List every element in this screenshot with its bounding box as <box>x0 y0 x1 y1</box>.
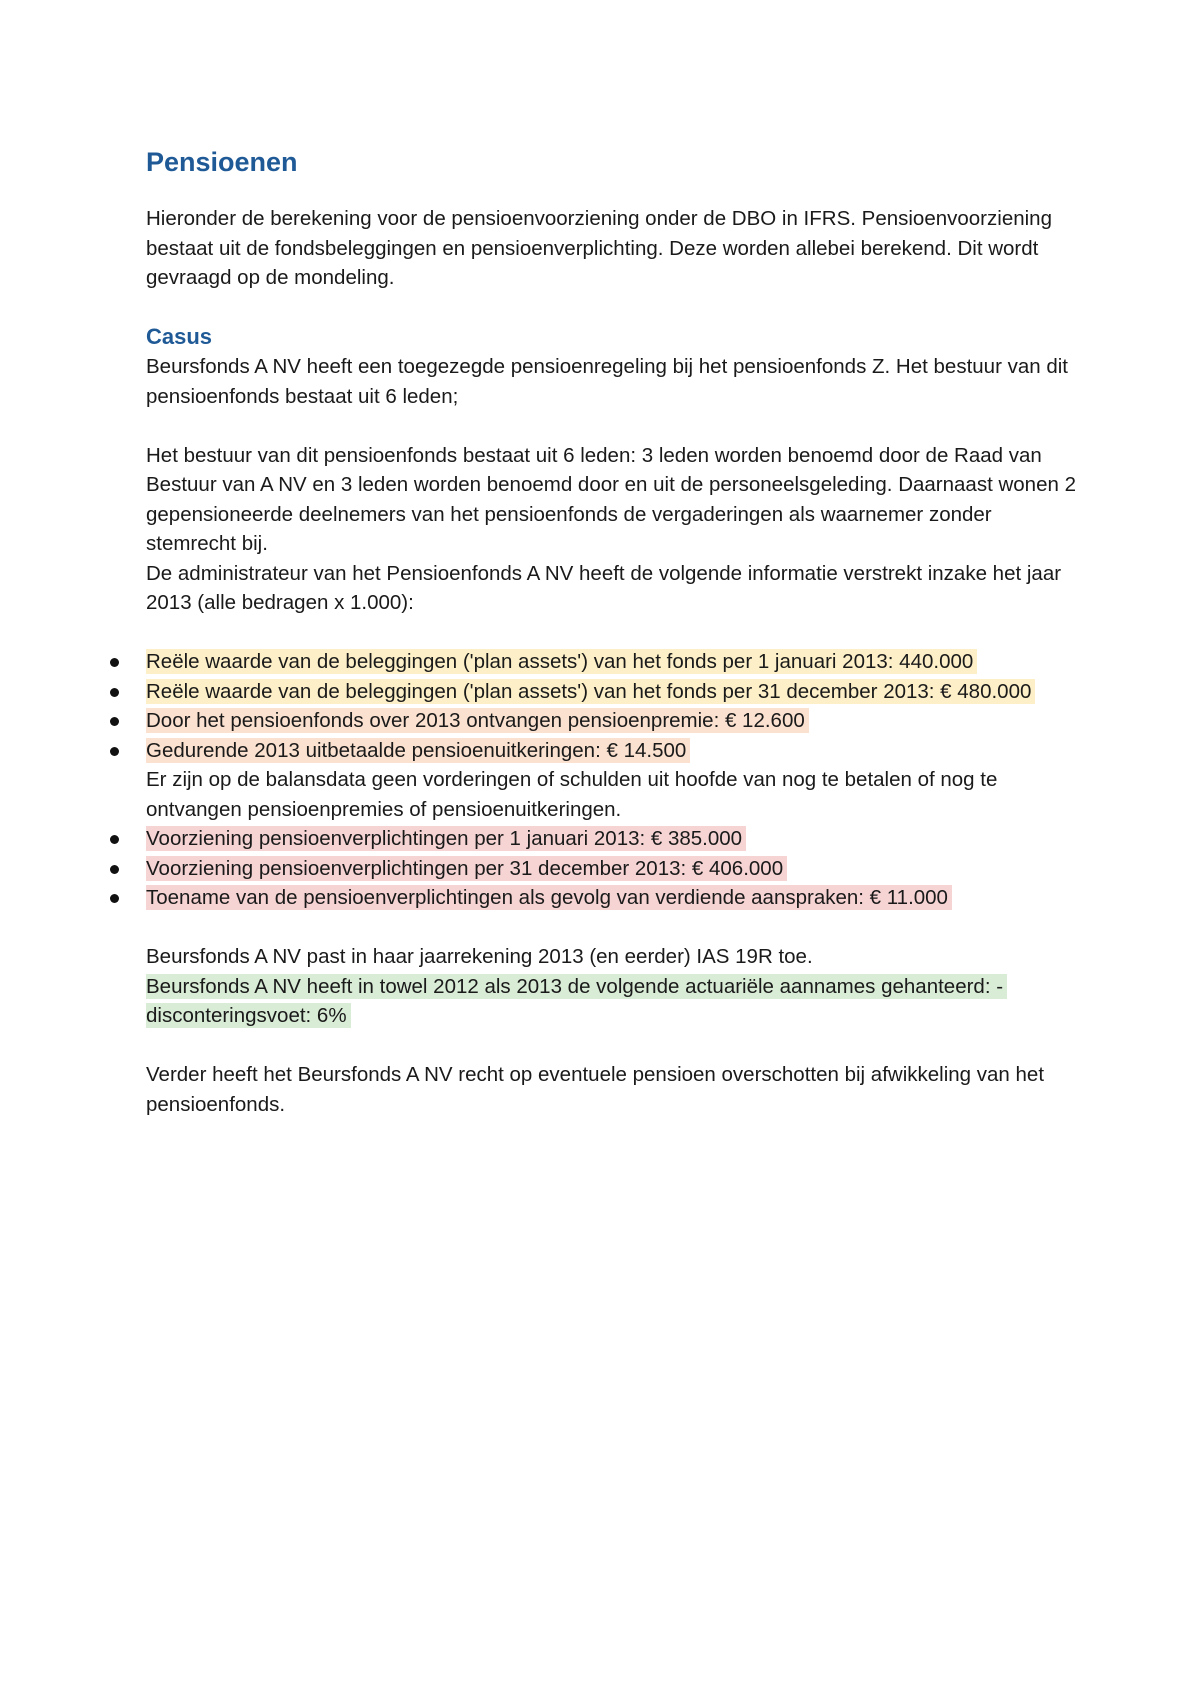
list-item-text: Toename van de pensioenverplichtingen als gevolg van verdiende aanspraken: € 11.000 <box>146 885 952 910</box>
bullet-icon <box>110 835 119 844</box>
list-note-text: Er zijn op de balansdata geen vorderingen of schulden uit hoofde van nog te betalen of nog te ontvangen pensioenpremies of pensioenuitkeringen. <box>146 768 998 821</box>
bullet-icon <box>110 688 119 697</box>
bullet-icon <box>110 717 119 726</box>
bullet-icon <box>110 658 119 667</box>
list-item-text: Reële waarde van de beleggingen ('plan assets') van het fonds per 1 januari 2013: 440.000 <box>146 649 977 674</box>
list-item <box>146 677 1076 707</box>
list-item <box>146 706 1076 736</box>
ias-paragraph: Beursfonds A NV past in haar jaarrekening 2013 (en eerder) IAS 19R toe. <box>146 945 813 968</box>
document-content <box>146 142 1076 1119</box>
list-item <box>146 883 1076 913</box>
intro-paragraph: Hieronder de berekening voor de pensioenvoorziening onder de DBO in IFRS. Pensioenvoorziening bestaat uit de fondsbeleggingen en pensioenverplichting. Deze worden allebei berekend. Dit wordt gevraagd op de mondeling. <box>146 207 1052 289</box>
list-item-text: Door het pensioenfonds over 2013 ontvangen pensioenpremie: € 12.600 <box>146 708 809 733</box>
casus-paragraph-3: De administrateur van het Pensioenfonds A NV heeft de volgende informatie verstrekt inzake het jaar 2013 (alle bedragen x 1.000): <box>146 561 1062 614</box>
list-item-text: Gedurende 2013 uitbetaalde pensioenuitkeringen: € 14.500 <box>146 738 690 763</box>
bullet-icon <box>110 747 119 756</box>
list-note <box>146 765 1076 824</box>
list-item <box>146 647 1076 677</box>
list-item <box>146 736 1076 766</box>
closing-paragraph: Verder heeft het Beursfonds A NV recht op eventuele pensioen overschotten bij afwikkeling van het pensioenfonds. <box>146 1063 1045 1116</box>
list-item-text: Voorziening pensioenverplichtingen per 1 januari 2013: € 385.000 <box>146 826 746 851</box>
casus-paragraph-1: Beursfonds A NV heeft een toegezegde pensioenregeling bij het pensioenfonds Z. Het bestuur van dit pensioenfonds bestaat uit 6 leden; <box>146 355 1068 408</box>
bullet-icon <box>110 894 119 903</box>
list-item-text: Reële waarde van de beleggingen ('plan assets') van het fonds per 31 december 2013: € 480.000 <box>146 679 1035 704</box>
casus-paragraph-2: Het bestuur van dit pensioenfonds bestaat uit 6 leden: 3 leden worden benoemd door de Raad van Bestuur van A NV en 3 leden worden benoemd door en uit de personeelsgeleding. Daarnaast wonen 2 gepensioneerde deelnemers van het pensioenfonds de vergaderingen als waarnemer zonder stemrecht bij. <box>146 443 1076 555</box>
list-item <box>146 824 1076 854</box>
page-title: Pensioenen <box>146 147 298 177</box>
assumptions-text: Beursfonds A NV heeft in towel 2012 als 2013 de volgende actuariële aannames gehanteerd: - disconteringsvoet: 6% <box>146 974 1007 1029</box>
list-item <box>146 854 1076 884</box>
info-bullet-list <box>146 647 1076 913</box>
assumptions-paragraph <box>146 972 1076 1031</box>
bullet-icon <box>110 865 119 874</box>
list-item-text: Voorziening pensioenverplichtingen per 31 december 2013: € 406.000 <box>146 856 787 881</box>
casus-heading: Casus <box>146 324 213 349</box>
